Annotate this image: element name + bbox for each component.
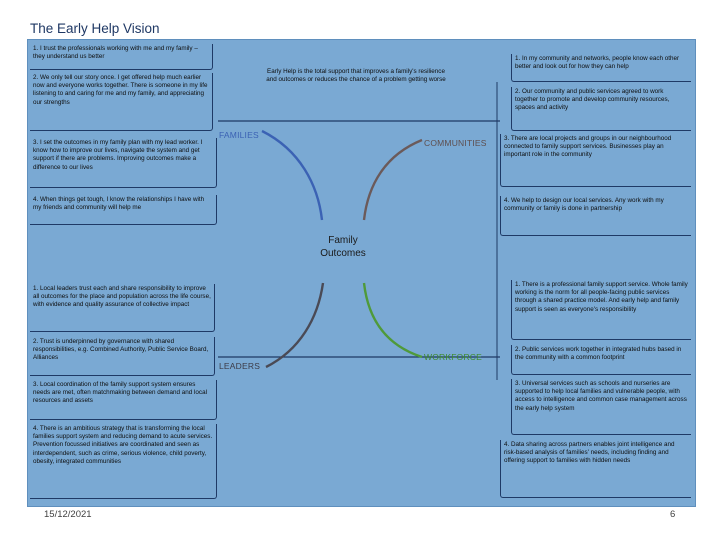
communities-item-2: 2. Our community and public services agreed to work together to promote and develop community resources, spaces and activity xyxy=(511,87,691,131)
center-label-line2: Outcomes xyxy=(320,248,366,259)
workforce-item-4: 4. Data sharing across partners enables joint intelligence and risk-based analysis of families' needs, including finding and offering support to families with hidden needs xyxy=(500,440,691,498)
workforce-item-2: 2. Public services work together in integrated hubs based in the community with a common footprint xyxy=(511,345,691,375)
communities-item-4: 4. We help to design our local services. Any work with my community or family is done in partnership xyxy=(500,196,691,236)
workforce-item-3: 3. Universal services such as schools and nurseries are supported to help local families and vulnerable people, with access to intelligence and common case management across the early help system xyxy=(511,379,691,435)
page-title: The Early Help Vision xyxy=(30,21,160,36)
center-label xyxy=(300,234,386,260)
leaders-item-4: 4. There is an ambitious strategy that is transforming the local families support system and reducing demand to acute services. Prevention focussed initiatives are coordinated and seen as interdependent, such as crime, serious violence, child poverty, obesity, integrated communities xyxy=(30,424,217,499)
leaders-item-2: 2. Trust is underpinned by governance with shared responsibilities, e.g. Combined Authority, Public Service Board, Alliances xyxy=(30,337,215,376)
leaders-label: LEADERS xyxy=(219,361,261,371)
families-branch xyxy=(262,131,322,220)
workforce-branch xyxy=(364,283,422,357)
communities-label: COMMUNITIES xyxy=(424,138,487,148)
leaders-branch xyxy=(266,283,323,367)
families-item-1: 1. I trust the professionals working with me and my family – they understand us better xyxy=(30,44,213,70)
workforce-label: WORKFORCE xyxy=(424,352,482,362)
footer-date: 15/12/2021 xyxy=(44,509,92,520)
communities-item-1: 1. In my community and networks, people know each other better and look out for how they can help xyxy=(511,54,691,82)
communities-item-3: 3. There are local projects and groups in our neighbourhood connected to family support services. Businesses play an important role in the community xyxy=(500,134,691,187)
page-number: 6 xyxy=(670,509,676,520)
families-label: FAMILIES xyxy=(219,130,259,140)
leaders-item-3: 3. Local coordination of the family support system ensures needs are met, often matchmaking between demand and local resources and assets xyxy=(30,380,217,420)
center-label-line1: Family xyxy=(328,235,358,246)
vision-statement: Early Help is the total support that improves a family's resilience and outcomes or reduces the chance of a problem getting worse xyxy=(266,68,446,84)
families-item-3: 3. I set the outcomes in my family plan with my lead worker. I know how to improve our lives, navigate the system and get support if there are problems. Improving outcomes make a difference to our lives xyxy=(30,138,217,188)
families-item-2: 2. We only tell our story once. I get offered help much earlier now and everyone works together. There is someone in my life listening to and caring for me and my family, and appreciating our strengths xyxy=(30,73,213,131)
leaders-item-1: 1. Local leaders trust each and share responsibility to improve all outcomes for the place and population across the life course, with evidence and quality assurance of collective impact xyxy=(30,284,215,332)
communities-branch xyxy=(364,140,422,220)
families-item-4: 4. When things get tough, I know the relationships I have with my friends and community will help me xyxy=(30,195,217,225)
workforce-item-1: 1. There is a professional family support service. Whole family working is the norm for all people-facing public services through a shared practice model. And early help and family support is seen as everyone's responsibility xyxy=(511,280,691,340)
